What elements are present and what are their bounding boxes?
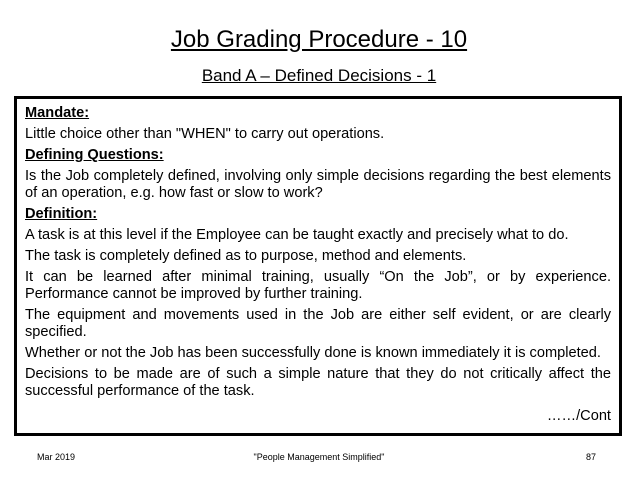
mandate-heading: Mandate: [25,105,90,121]
slide-subtitle: Band A – Defined Decisions - 1 [201,66,437,85]
footer-title: "People Management Simplified" [253,452,385,462]
slide-title: Job Grading Procedure - 10 [170,26,468,53]
footer-date: Mar 2019 [37,452,76,462]
definition-point: The equipment and movements used in the Job are either self evident, or are clearly specified. [25,307,611,340]
defining-questions-heading: Defining Questions: [25,147,164,163]
footer-page-number: 87 [585,452,596,462]
definition-heading: Definition: [25,206,98,222]
content-box [14,96,622,436]
mandate-text: Little choice other than "WHEN" to carry out operations. [25,126,385,142]
defining-questions-text: Is the Job completely defined, involving only simple decisions regarding the best elements of an operation, e.g. how fast or slow to work? [25,168,611,201]
definition-point: The task is completely defined as to purpose, method and elements. [25,248,467,264]
definition-point: Decisions to be made are of such a simple nature that they do not critically affect the successful performance of the task. [25,366,611,399]
definition-point: It can be learned after minimal training, usually “On the Job”, or by experience. Performance cannot be improved by further training. [25,269,611,302]
continuation-text: ……/Cont [546,408,611,424]
definition-point: Whether or not the Job has been successfully done is known immediately it is completed. [25,345,601,361]
definition-point: A task is at this level if the Employee can be taught exactly and precisely what to do. [25,227,569,243]
